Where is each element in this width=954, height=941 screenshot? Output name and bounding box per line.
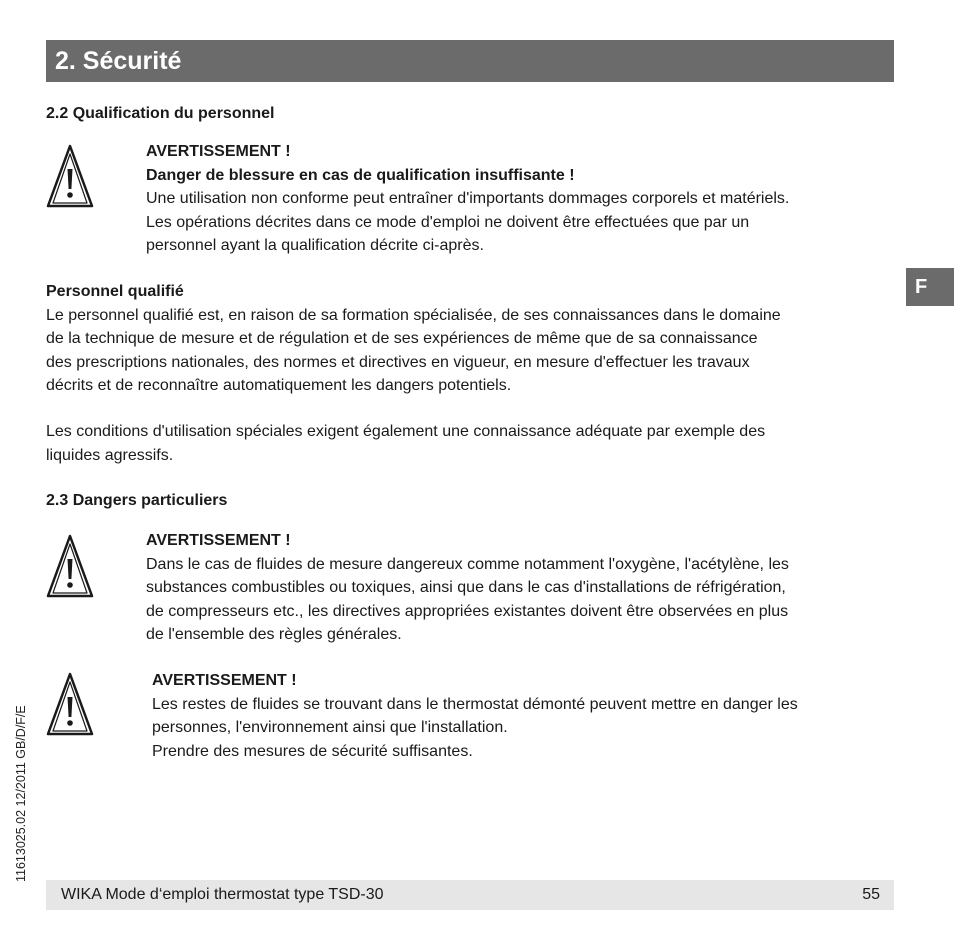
section-title-bar xyxy=(46,40,894,82)
warning-triangle-icon xyxy=(46,672,94,736)
warning-text-line: de l'ensemble des règles générales. xyxy=(146,626,402,643)
warning-qualification xyxy=(146,140,789,258)
page-footer xyxy=(46,880,894,910)
warning-triangle-icon xyxy=(46,534,94,598)
warning-triangle-icon xyxy=(46,144,94,208)
page-title: 2. Sécurité xyxy=(55,47,182,75)
warning-subtitle: Danger de blessure en cas de qualification insuffisante ! xyxy=(146,166,575,184)
paragraph-line: des prescriptions nationales, des normes et directives en vigueur, en mesure d'effectuer les travaux xyxy=(46,353,750,371)
warning-title: AVERTISSEMENT ! xyxy=(146,532,291,549)
paragraph-line: Les conditions d'utilisation spéciales exigent également une connaissance adéquate par exemple des xyxy=(46,423,766,440)
paragraph-line: de la technique de mesure et de régulation et de ses expériences de même que de sa connaissance xyxy=(46,330,758,347)
warning-hazardous-media xyxy=(146,529,789,647)
warning-text-line: Les opérations décrites dans ce mode d'emploi ne doivent être effectuées que par un xyxy=(146,213,750,231)
page-number: 55 xyxy=(862,886,880,903)
section-heading-2-3: 2.3 Dangers particuliers xyxy=(46,492,228,509)
paragraph-line: liquides agressifs. xyxy=(46,446,174,464)
warning-text-line: Les restes de fluides se trouvant dans le thermostat démonté peuvent mettre en danger les xyxy=(152,695,798,713)
warning-title: AVERTISSEMENT ! xyxy=(146,143,291,160)
section-heading-2-2: 2.2 Qualification du personnel xyxy=(46,105,275,122)
qualified-personnel-paragraph xyxy=(46,280,781,398)
paragraph-line: Le personnel qualifié est, en raison de sa formation spécialisée, de ses connaissances dans le domaine xyxy=(46,306,781,324)
warning-text-line: personnel ayant la qualification décrite ci-après. xyxy=(146,237,484,254)
warning-text-line: Une utilisation non conforme peut entraîner d'importants dommages corporels et matériels. xyxy=(146,190,790,207)
warning-text-line: personnes, l'environnement ainsi que l'installation. xyxy=(152,719,508,736)
qualified-personnel-heading: Personnel qualifié xyxy=(46,283,184,300)
document-code: 11613025.02 12/2011 GB/D/F/E xyxy=(14,705,28,882)
paragraph-line: décrits et de reconnaître automatiquement les dangers potentiels. xyxy=(46,377,512,394)
language-tab-label: F xyxy=(915,276,928,298)
footer-title: WIKA Mode d‘emploi thermostat type TSD-30 xyxy=(61,886,384,903)
warning-text-line: substances combustibles ou toxiques, ainsi que dans le cas d'installations de réfrigération, xyxy=(146,579,786,596)
language-tab xyxy=(906,268,954,306)
warning-text-line: Dans le cas de fluides de mesure dangereux comme notamment l'oxygène, l'acétylène, les xyxy=(146,555,789,573)
warning-text-line: Prendre des mesures de sécurité suffisantes. xyxy=(152,742,473,760)
warning-title: AVERTISSEMENT ! xyxy=(152,672,297,689)
conditions-paragraph xyxy=(46,420,765,467)
warning-residual-media xyxy=(152,669,798,763)
warning-text-line: de compresseurs etc., les directives appropriées existantes doivent être observées en plus xyxy=(146,602,789,620)
